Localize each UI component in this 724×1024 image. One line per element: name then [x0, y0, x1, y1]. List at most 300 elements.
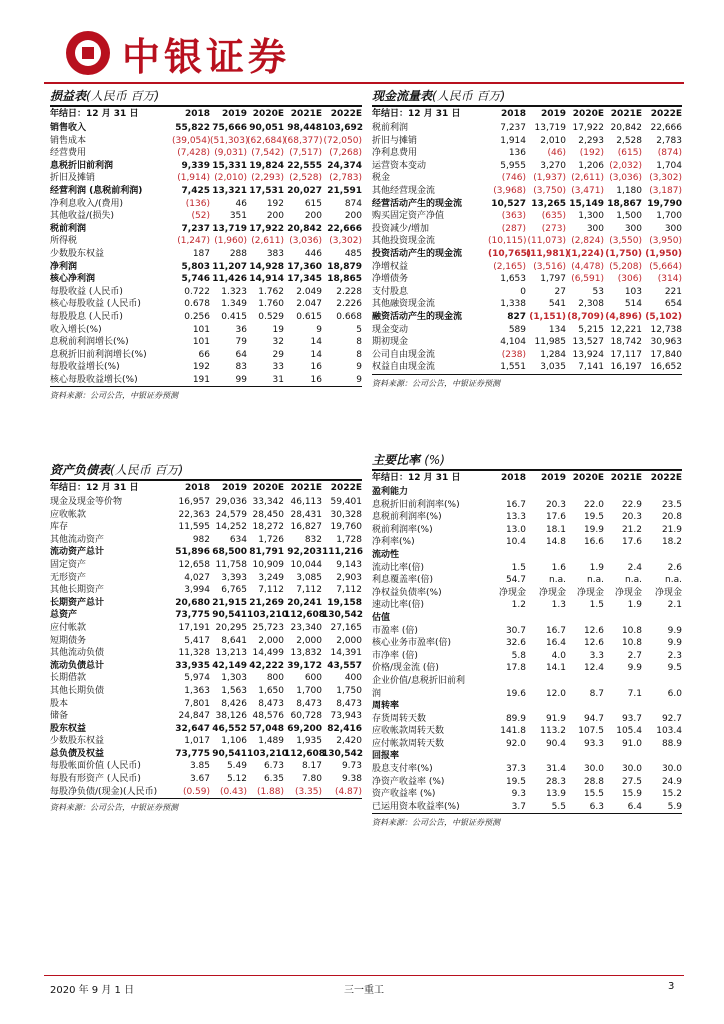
cell-value: 14 [310, 349, 322, 360]
cell-value: 11,207 [212, 261, 247, 272]
cell-value [604, 750, 642, 763]
section-header-row [372, 750, 682, 763]
table-row [372, 574, 682, 587]
cell-value: 14,914 [249, 274, 284, 285]
cell-value: 13,527 [572, 337, 604, 348]
cell-value: 3,393 [221, 572, 247, 583]
cell-value: 19.5 [583, 512, 604, 523]
row-label: 每股有形资产 (人民币) [50, 774, 141, 785]
cell-value: 14,252 [215, 522, 247, 533]
cell-value: 2.049 [296, 286, 322, 297]
cell-value: 10.4 [505, 537, 526, 548]
cell-value: 14.1 [545, 663, 566, 674]
cell-value: 13,719 [212, 223, 247, 234]
cell-value: (3,968) [493, 185, 526, 196]
cell-value [526, 675, 566, 688]
cell-value [642, 750, 682, 763]
cell-value: 38,126 [215, 711, 247, 722]
cell-value: 27,165 [330, 622, 362, 633]
cell-value: 5,955 [500, 160, 526, 171]
footer-company: 三一重工 [344, 985, 384, 996]
table-row [50, 311, 362, 324]
cell-value: 92,203 [287, 547, 322, 558]
row-label: 息税折旧前利润率(%) [372, 499, 460, 510]
section-header-row [372, 486, 682, 499]
cell-value: 9 [356, 374, 362, 385]
source-note: 资料来源：公司公告，中银证券预测 [372, 818, 500, 828]
row-label: 应付帐款 [50, 622, 87, 633]
cell-value: 19,824 [249, 160, 284, 171]
cell-value: 12.6 [583, 638, 604, 649]
cell-value: 32 [272, 337, 284, 348]
cell-value: 13.0 [505, 524, 526, 535]
cell-value: (5,664) [649, 261, 682, 272]
cell-value: (1,151) [529, 311, 566, 322]
cell-value: 10.8 [621, 638, 642, 649]
row-label: 运营资本变动 [372, 160, 427, 171]
cell-value: 19.6 [505, 688, 526, 699]
cell-value: (5,208) [609, 261, 642, 272]
cell-value: 93.3 [583, 738, 604, 749]
cell-value: 101 [192, 324, 210, 335]
column-header-year: 2018 [500, 473, 526, 483]
cell-value: 16,827 [290, 522, 322, 533]
cell-value: 净现金 [498, 587, 526, 598]
row-label: 每股收益增长(%) [50, 362, 120, 373]
cell-value: 46 [235, 198, 247, 209]
cell-value: 8,473 [258, 698, 284, 709]
table-row [372, 763, 682, 776]
cell-value: 8,641 [221, 635, 247, 646]
cell-value: 2.6 [667, 562, 682, 573]
table-row [372, 738, 682, 751]
cell-value: 1.349 [221, 299, 247, 310]
table-row [50, 324, 362, 337]
cell-value: (52) [191, 211, 210, 222]
cell-value: 192 [266, 198, 284, 209]
cell-value: 2.4 [627, 562, 642, 573]
cell-value: 10,909 [252, 559, 284, 570]
cell-value: 192 [192, 362, 210, 373]
cell-value: 5,215 [578, 324, 604, 335]
panel-title: 损益表(人民币 百万) [50, 89, 160, 103]
cell-value: (9,031) [214, 148, 247, 159]
cell-value: 130,542 [322, 610, 363, 621]
cell-value: 8,473 [296, 698, 322, 709]
cell-value: 7,425 [181, 185, 210, 196]
row-label: 短期债务 [50, 635, 87, 646]
table-row [50, 521, 362, 534]
column-header-year: 2018 [184, 109, 210, 119]
table-row [372, 688, 682, 701]
table-row [50, 622, 362, 635]
cell-value: 17,117 [610, 349, 642, 360]
cell-value: 33,935 [175, 660, 210, 671]
cell-value: (746) [501, 173, 526, 184]
cell-value: 654 [664, 299, 682, 310]
row-label: 市净率 (倍) [372, 650, 418, 661]
cell-value: 23.5 [661, 499, 682, 510]
cell-value: 541 [548, 299, 566, 310]
column-header-year: 2020E [572, 109, 604, 119]
row-label: 库存 [50, 522, 69, 533]
cell-value [526, 700, 566, 713]
cell-value: 7,141 [578, 362, 604, 373]
cell-value [566, 675, 604, 688]
cell-value: 83 [235, 362, 247, 373]
row-label: 购买固定资产净值 [372, 211, 445, 222]
column-header-year: 2021E [610, 473, 642, 483]
table-row [372, 637, 682, 650]
cell-value: 9 [316, 324, 322, 335]
cell-value: 5,974 [184, 673, 210, 684]
cell-value: 3.7 [511, 801, 526, 812]
table-row [372, 725, 682, 738]
column-header-label: 年结日：12 月 31 日 [372, 109, 461, 119]
cell-value: 24.9 [661, 776, 682, 787]
row-label: 其他投资现金流 [372, 236, 436, 247]
row-label: 净利息费用 [372, 148, 418, 159]
column-header-year: 2018 [184, 483, 210, 493]
cell-value: (0.43) [219, 786, 247, 797]
row-label: 现金变动 [372, 324, 409, 335]
cell-value: (3,302) [329, 236, 362, 247]
table-row [50, 572, 362, 585]
cell-value: (4,896) [605, 311, 642, 322]
balance-sheet-panel [50, 462, 362, 813]
cell-value: 20,842 [287, 223, 322, 234]
row-label: 其他流动资产 [50, 534, 105, 545]
row-label: 企业价值/息税折旧前利 [372, 675, 466, 686]
cell-value: (7,268) [329, 148, 362, 159]
cell-value: (68,377) [284, 135, 323, 146]
row-label: 应收帐款 [50, 509, 87, 520]
cell-value: 81,791 [249, 547, 284, 558]
cell-value: 300 [624, 223, 642, 234]
table-row [50, 597, 362, 610]
bank-coin-icon [66, 31, 110, 75]
table-row [50, 559, 362, 572]
cell-value: 1,180 [616, 185, 642, 196]
cell-value: 14,928 [249, 261, 284, 272]
table-bottom-rule [372, 374, 682, 375]
cell-value: 30,963 [650, 337, 682, 348]
cell-value: 13,321 [212, 185, 247, 196]
table-row [372, 599, 682, 612]
row-label: 应收帐款周转天数 [372, 726, 445, 737]
table-row [50, 298, 362, 311]
cell-value: n.a. [549, 575, 566, 586]
cell-value: 982 [192, 534, 210, 545]
cell-value: 27.5 [621, 776, 642, 787]
cell-value: 5.8 [511, 650, 526, 661]
cell-value: (10,765) [488, 248, 531, 259]
cell-value: (11,073) [527, 236, 566, 247]
cell-value: 1.760 [258, 299, 284, 310]
cell-value: 16,197 [610, 362, 642, 373]
cell-value: 29,036 [215, 497, 247, 507]
cell-value: 46,552 [212, 723, 247, 734]
cell-value: 60,728 [290, 711, 322, 722]
cell-value: 33 [272, 362, 284, 373]
row-label: 资产收益率 (%) [372, 789, 436, 800]
cell-value: 11,328 [178, 648, 210, 659]
cell-value: 57,048 [249, 723, 284, 734]
cell-value: (39,054) [172, 135, 211, 146]
row-label: 销售收入 [50, 123, 87, 133]
row-label: 支付股息 [372, 286, 409, 297]
cell-value: 8.7 [589, 688, 604, 699]
row-label: 税前利润率(%) [372, 524, 433, 535]
column-header-year: 2019 [221, 483, 247, 493]
cell-value: 28.8 [583, 776, 604, 787]
cell-value: 383 [266, 248, 284, 259]
cell-value: 14,499 [252, 648, 284, 659]
cell-value: 200 [344, 211, 362, 222]
income-statement-panel [50, 88, 362, 401]
cell-value: 9 [356, 362, 362, 373]
cashflow-table [372, 107, 682, 374]
row-label: 净利息收入/(费用) [50, 198, 124, 209]
cell-value: (3,187) [649, 185, 682, 196]
ratios-table [372, 471, 682, 813]
cell-value: 28,431 [290, 509, 322, 520]
table-row [50, 698, 362, 711]
row-label: 期初现金 [372, 337, 409, 348]
cell-value: 30.0 [621, 764, 642, 775]
cell-value: 1.3 [551, 600, 566, 611]
cell-value: 12,221 [610, 324, 642, 335]
cell-value: 0 [520, 286, 526, 297]
cell-value: 351 [229, 211, 247, 222]
cell-value: 2,783 [656, 135, 682, 146]
cell-value: 5.9 [667, 801, 682, 812]
cell-value: 11,426 [212, 274, 247, 285]
cell-value: 24,579 [215, 509, 247, 520]
cell-value: 99 [235, 374, 247, 385]
table-row [50, 336, 362, 349]
row-label: 净增债务 [372, 274, 409, 285]
table-row [50, 349, 362, 362]
cell-value: (3,550) [609, 236, 642, 247]
cell-value: 93.7 [621, 713, 642, 724]
cell-value: 2.047 [296, 299, 322, 310]
table-row [50, 198, 362, 211]
table-row [372, 776, 682, 789]
cell-value: 1,935 [296, 736, 322, 747]
cell-value: 68,500 [212, 547, 247, 558]
cell-value: (0.59) [182, 786, 210, 797]
cell-value: (4.87) [334, 786, 362, 797]
cell-value: 2,903 [336, 572, 362, 583]
row-label: 折旧与摊销 [372, 135, 418, 146]
table-row [372, 210, 682, 223]
cell-value: 42,222 [249, 660, 284, 671]
table-row [372, 511, 682, 524]
table-row [50, 685, 362, 698]
table-row [50, 135, 362, 148]
cell-value: 20,241 [287, 597, 322, 608]
row-label: 流动负债总计 [50, 660, 105, 671]
panel-title: 主要比率 (%) [372, 453, 445, 467]
cell-value: 634 [229, 534, 247, 545]
row-label: 权益自由现金流 [372, 362, 436, 373]
cell-value: 1,700 [296, 685, 322, 696]
column-header-year: 2022E [330, 483, 362, 493]
cell-value: 13,265 [531, 198, 566, 209]
cell-value: 19.5 [505, 776, 526, 787]
cell-value: 446 [304, 248, 322, 259]
row-label: 核心业务市盈率(倍) [372, 638, 452, 649]
cell-value: 9.5 [667, 663, 682, 674]
cell-value: 1,653 [500, 274, 526, 285]
row-label: 润 [372, 688, 382, 699]
cell-value: 17,922 [572, 123, 604, 133]
cell-value: 7,112 [336, 585, 362, 596]
cell-value: 101 [192, 337, 210, 348]
column-header-year: 2019 [540, 109, 566, 119]
cell-value: 2.226 [336, 299, 362, 310]
cell-value: 1,303 [221, 673, 247, 684]
cell-value: 5,803 [181, 261, 210, 272]
row-label: 税前利润 [50, 223, 87, 234]
row-label: 其他长期负债 [50, 685, 105, 696]
cell-value: 1.5 [511, 562, 526, 573]
table-row [50, 122, 362, 135]
cell-value: (1,750) [605, 248, 642, 259]
row-label: 利息覆盖率(倍) [372, 575, 434, 586]
cell-value: 9,339 [181, 160, 210, 171]
cell-value: n.a. [587, 575, 604, 586]
table-row [372, 713, 682, 726]
cell-value: 17.6 [545, 512, 566, 523]
table-row [372, 160, 682, 173]
cell-value: 11,985 [534, 337, 566, 348]
footer-date: 2020 年 9 月 1 日 [50, 985, 135, 996]
panel-title: 现金流量表(人民币 百万) [372, 89, 506, 103]
cell-value: 10,044 [290, 559, 322, 570]
cell-value: 91.0 [621, 738, 642, 749]
cell-value: (1,247) [177, 236, 210, 247]
cell-value: 19,760 [330, 522, 362, 533]
row-label: 税金 [372, 173, 391, 184]
cell-value: 18,867 [607, 198, 642, 209]
row-label: 息税折旧前利润 [50, 160, 114, 171]
column-header-year: 2020E [252, 483, 284, 493]
cell-value: 17,345 [287, 274, 322, 285]
cell-value: 9.3 [511, 789, 526, 800]
cell-value: 20.3 [545, 499, 566, 510]
table-row [50, 635, 362, 648]
page-number: 3 [668, 981, 675, 992]
row-label: 长期借款 [50, 673, 87, 684]
table-row [372, 135, 682, 148]
cell-value: 8.17 [301, 761, 322, 772]
table-row [372, 536, 682, 549]
cell-value: 2.7 [627, 650, 642, 661]
cashflow-statement-panel [372, 88, 682, 389]
cell-value: 3,035 [540, 362, 566, 373]
key-ratios-panel [372, 452, 682, 828]
cell-value: (3,471) [571, 185, 604, 196]
cell-value: 30.0 [661, 764, 682, 775]
cell-value: 22,363 [178, 509, 210, 520]
cell-value: 107.5 [578, 726, 604, 737]
cell-value: 22.9 [621, 499, 642, 510]
cell-value: 1.9 [627, 600, 642, 611]
cell-value: 30,328 [330, 509, 362, 520]
table-row [50, 710, 362, 723]
cell-value: 134 [548, 324, 566, 335]
cell-value: 1,363 [184, 685, 210, 696]
cell-value: 600 [304, 673, 322, 684]
cell-value: 20,842 [610, 123, 642, 133]
cell-value: 5,417 [184, 635, 210, 646]
cell-value: 0.415 [221, 311, 247, 322]
table-row [372, 172, 682, 185]
column-header-year: 2021E [290, 483, 322, 493]
cell-value: 7,112 [296, 585, 322, 596]
cell-value: (2,611) [571, 173, 604, 184]
row-label: 所得税 [50, 236, 78, 247]
cell-value: 1,338 [500, 299, 526, 310]
row-label: 收入增长(%) [50, 324, 102, 335]
table-row [50, 609, 362, 622]
cell-value [566, 486, 604, 499]
column-header-year: 2018 [500, 109, 526, 119]
table-row [372, 349, 682, 362]
cell-value: 6.0 [667, 688, 682, 699]
cell-value: 12.4 [583, 663, 604, 674]
cell-value: 832 [304, 534, 322, 545]
row-label: 股本 [50, 698, 69, 709]
cell-value [642, 549, 682, 562]
cell-value: 48,576 [252, 711, 284, 722]
cell-value: 8 [356, 349, 362, 360]
cell-value: 净现金 [576, 587, 604, 598]
row-label: 公司自由现金流 [372, 349, 436, 360]
cell-value: 21.2 [621, 524, 642, 535]
cell-value [566, 750, 604, 763]
brand-logo [66, 28, 290, 78]
cell-value: 1,797 [540, 274, 566, 285]
cell-value: 53 [592, 286, 604, 297]
cell-value: 3,085 [296, 572, 322, 583]
cell-value: 221 [664, 286, 682, 297]
cell-value: 3.85 [189, 761, 210, 772]
cell-value: 82,416 [327, 723, 362, 734]
table-row [372, 298, 682, 311]
cell-value: 33,342 [252, 497, 284, 507]
cell-value: 7,801 [184, 698, 210, 709]
cell-value: (8,709) [567, 311, 604, 322]
row-label: 其他融资现金流 [372, 299, 436, 310]
balance-table [50, 481, 362, 798]
cell-value: 2,000 [258, 635, 284, 646]
table-row [372, 562, 682, 575]
cell-value: 113.2 [540, 726, 566, 737]
section-header-row [372, 612, 682, 625]
cell-value: 14,391 [330, 648, 362, 659]
cell-value: 2,000 [336, 635, 362, 646]
table-row [50, 760, 362, 773]
table-row [50, 361, 362, 374]
row-label: 现金及现金等价物 [50, 497, 123, 507]
cell-value: (4,478) [571, 261, 604, 272]
cell-value: 1,728 [336, 534, 362, 545]
table-row [372, 625, 682, 638]
cell-value: 净现金 [538, 587, 566, 598]
